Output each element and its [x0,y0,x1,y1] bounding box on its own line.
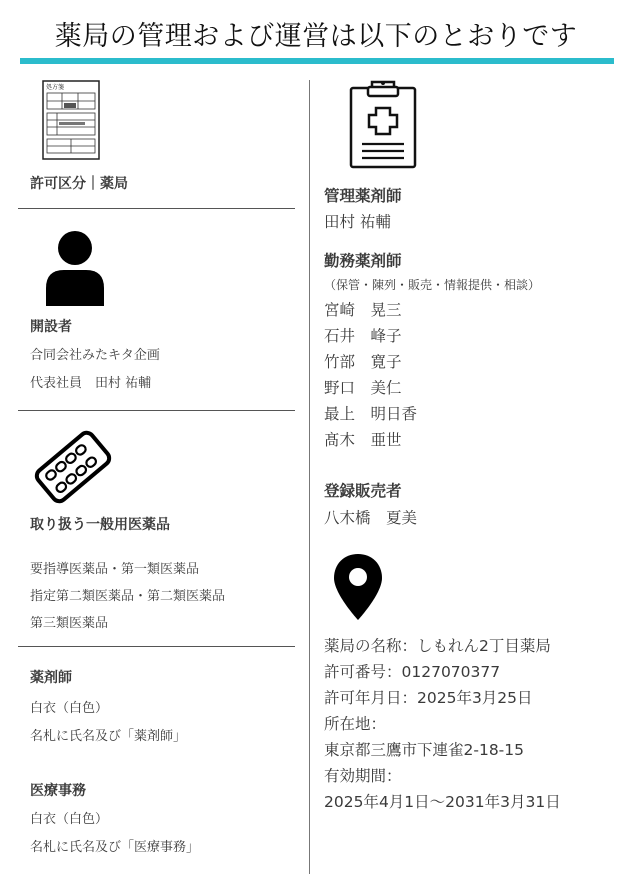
medicine-category: 第三類医薬品 [30,616,109,631]
clerk-attire: 白衣（白色） [30,812,109,827]
clerk-badge: 名札に氏名及び「医療事務」 [30,840,200,855]
founder-representative: 代表社員 田村 祐輔 [30,376,152,391]
column-divider [309,80,310,874]
staff-pharmacist: 最上 明日香 [324,405,418,423]
permit-date: 許可年月日：2025年3月25日 [324,689,533,707]
pill-pack-icon [32,426,114,508]
staff-heading: 勤務薬剤師 [324,252,402,270]
pharmacy-name: 薬局の名称：しもれん2丁目薬局 [324,637,551,655]
staff-pharmacist: 宮崎 晃三 [324,301,402,319]
seller-heading: 登録販売者 [324,482,402,500]
permit-heading: 許可区分｜薬局 [30,176,128,192]
pharmacist-attire: 白衣（白色） [30,701,109,716]
page-title: 薬局の管理および運営は以下のとおりです [54,21,578,52]
medicine-category: 要指導医薬品・第一類医薬品 [30,562,200,577]
seller-name: 八木橋 夏美 [324,509,418,527]
founder-heading: 開設者 [30,319,72,335]
staff-pharmacist: 石井 峰子 [324,327,402,345]
permit-number: 許可番号：0127070377 [324,663,501,681]
title-underline [20,58,614,64]
manager-heading: 管理薬剤師 [324,187,402,205]
staff-duties-note: （保管・陳列・販売・情報提供・相談） [324,278,541,292]
pharmacist-badge: 名札に氏名及び「薬剤師」 [30,729,187,744]
clerk-attire-heading: 医療事務 [30,783,86,799]
divider [18,410,295,411]
address-label: 所在地： [324,715,387,733]
staff-pharmacist: 髙木 亜世 [324,431,402,449]
address: 東京都三鷹市下連雀2-18-15 [324,741,524,759]
manager-name: 田村 祐輔 [324,213,391,231]
staff-pharmacist: 野口 美仁 [324,379,402,397]
validity-period: 2025年4月1日～2031年3月31日 [324,793,561,811]
pharmacist-attire-heading: 薬剤師 [30,670,72,686]
divider [18,646,295,647]
validity-label: 有効期間： [324,767,402,785]
medicine-category: 指定第二類医薬品・第二類医薬品 [30,589,226,604]
founder-company: 合同会社みたキタ企画 [30,348,160,363]
medicines-heading: 取り扱う一般用医薬品 [30,517,170,533]
map-pin-icon [331,552,385,622]
staff-pharmacist: 竹部 寛子 [324,353,402,371]
divider [18,208,295,209]
medical-clipboard-icon [348,78,418,170]
prescription-form-label: 処方箋 [46,84,65,91]
person-icon [44,230,106,306]
prescription-form-icon [42,80,100,160]
